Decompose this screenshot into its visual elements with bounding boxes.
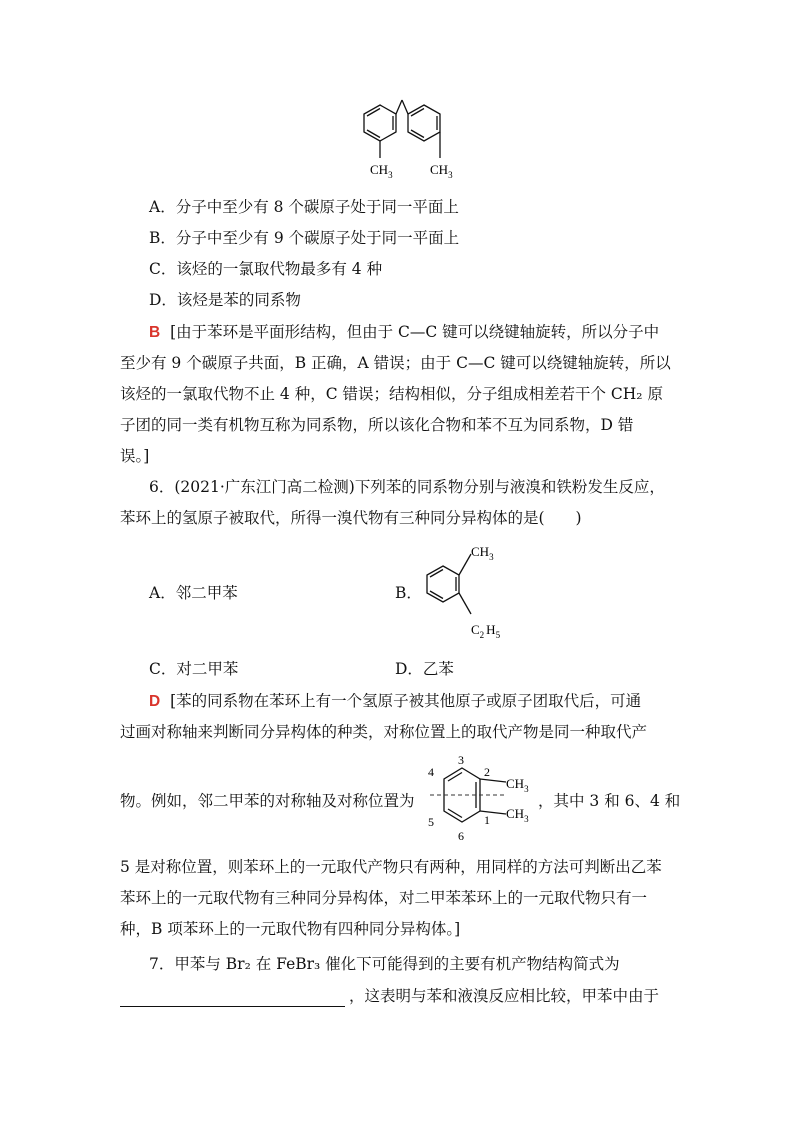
q5-explanation-line-4: 子团的同一类有机物互称为同系物，所以该化合物和苯不互为同系物，D 错 [120,416,634,434]
q5-answer-mark: B [149,324,161,341]
q5-explanation-line-5: 误。] [120,447,150,465]
q6-answer-mark: D [149,693,161,710]
ch3-right-label: $CH_3$ [430,162,453,180]
q6-explanation-line-4: 5 是对称位置，则苯环上的一元取代产物只有两种，用同样的方法可判断出乙苯 [120,858,662,876]
q5-explanation-line-3: 该烃的一氯取代物不止 4 种，C 错误；结构相似，分子组成相差若干个 CH₂ 原 [120,385,663,403]
q6-explanation-mid-suffix: ，其中 3 和 6、4 和 [538,792,681,810]
ch3-upper-label: $CH_3$ [506,776,529,794]
q6-explanation-line-1: D [苯的同系物在苯环上有一个氢原子被其他原子或原子团取代后，可通 [149,692,642,710]
q5-explanation-line-2: 至少有 9 个碳原子共面，B 正确，A 错误；由于 C—C 键可以绕键轴旋转，所以 [120,354,671,372]
ethyl-methylbenzene-structure [415,536,525,646]
q6-explanation-line-6: 种，B 项苯环上的一元取代物有四种同分异构体。] [120,920,461,938]
ring-number-2: 2 [484,765,490,779]
q6-explanation-mid-prefix: 物。例如，邻二甲苯的对称轴及对称位置为 [120,792,415,810]
q5-explanation-line-1: B [由于苯环是平面形结构，但由于 C—C 键可以绕键轴旋转，所以分子中 [149,323,660,341]
q6-option-b-letter: B． [395,584,422,602]
q5-option-c: C．该烃的一氯取代物最多有 4 种 [149,260,383,278]
ch3-left-label: $CH_3$ [370,162,393,180]
ring-number-6: 6 [458,829,464,843]
q7-answer-blank[interactable] [120,990,345,1007]
q5-option-d: D．该烃是苯的同系物 [149,291,301,309]
q5-option-b: B．分子中至少有 9 个碳原子处于同一平面上 [149,229,460,247]
ring-number-5: 5 [428,815,434,829]
dimethylbiphenyl-structure [340,88,470,188]
ring-number-1: 1 [484,813,490,827]
c2h5-label: $C_2$ $H_5$ [471,622,501,640]
q6-option-c: C．对二甲苯 [149,660,239,678]
q5-option-a: A．分子中至少有 8 个碳原子处于同一平面上 [149,198,459,216]
ch3-lower-label: $CH_3$ [506,806,529,824]
q6-explanation-line-2: 过画对称轴来判断同分异构体的种类，对称位置上的取代产物是同一种取代产 [120,723,648,741]
q6-option-a: A．邻二甲苯 [149,584,238,602]
q7-stem-line-2: ，这表明与苯和液溴反应相比较，甲苯中由于 [120,985,659,1007]
q6-option-d: D．乙苯 [395,660,454,678]
ch3-label: $CH_3$ [471,544,494,562]
q6-stem-line-2: 苯环上的氢原子被取代，所得一溴代物有三种同分异构体的是( ) [120,509,582,527]
q6-stem-line-1: 6．(2021·广东江门高二检测)下列苯的同系物分别与液溴和铁粉发生反应， [149,478,665,496]
ring-number-4: 4 [428,765,434,779]
ring-number-3: 3 [458,753,464,767]
o-xylene-symmetry-diagram [420,752,540,848]
q7-stem-line-1: 7．甲苯与 Br₂ 在 FeBr₃ 催化下可能得到的主要有机产物结构简式为 [149,955,620,973]
q6-explanation-line-5: 苯环上的一元取代物有三种同分异构体，对二甲苯苯环上的一元取代物只有一 [120,889,648,907]
